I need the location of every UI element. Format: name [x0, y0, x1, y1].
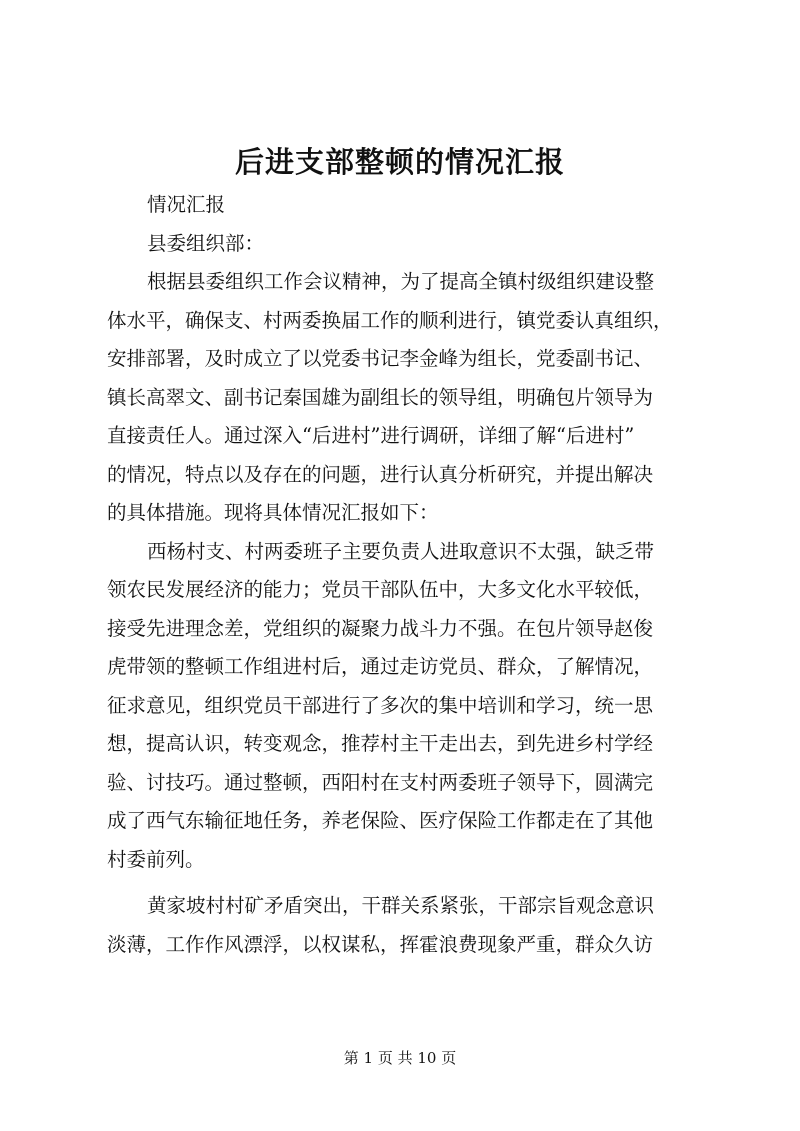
paragraph-line: 领农民发展经济的能力；党员干部队伍中，大多文化水平较低， [107, 578, 654, 601]
paragraph-line: 体水平，确保支、村两委换届工作的顺利进行，镇党委认真组织， [107, 308, 673, 332]
paragraph-line: 黄家坡村村矿矛盾突出，干群关系紧张，干部宗旨观念意识 [147, 894, 655, 917]
paragraph-gap [107, 879, 712, 887]
salutation: 县委组织部： [147, 231, 265, 255]
paragraph-line: 镇长高翠文、副书记秦国雄为副组长的领导组，明确包片领导为 [107, 385, 654, 409]
paragraph-line: 的情况，特点以及存在的问题，进行认真分析研究，并提出解决 [107, 462, 654, 486]
document-title: 后进支部整顿的情况汇报 [234, 145, 565, 179]
paragraph-line: 征求意见，组织党员干部进行了多次的集中培训和学习，统一思 [107, 693, 654, 717]
paragraph-line: 直接责任人。通过深入“后进村”进行调研，详细了解“后进村” [107, 424, 635, 447]
paragraph-line: 村委前列。 [107, 847, 205, 871]
paragraph-line: 安排部署，及时成立了以党委书记李金峰为组长，党委副书记、 [107, 347, 654, 370]
paragraph-line: 的具体措施。现将具体情况汇报如下： [107, 501, 439, 524]
document-body [107, 186, 712, 964]
paragraph-line: 接受先进理念差，党组织的凝聚力战斗力不强。在包片领导赵俊 [107, 616, 654, 640]
page-footer [0, 1048, 800, 1068]
paragraph-line: 西杨村支、村两委班子主要负责人进取意识不太强，缺乏带 [147, 539, 655, 563]
paragraph-line: 虎带领的整顿工作组进村后，通过走访党员、群众，了解情况， [107, 655, 654, 678]
paragraph-line: 成了西气东输征地任务，养老保险、医疗保险工作都走在了其他 [107, 809, 654, 832]
page-number: 第 1 页 共 10 页 [343, 1049, 457, 1067]
paragraph-heading: 情况汇报 [147, 193, 226, 216]
paragraph-line: 想，提高认识，转变观念，推荐村主干走出去，到先进乡村学经 [107, 732, 654, 755]
paragraph-line: 淡薄，工作作风漂浮，以权谋私，挥霍浪费现象严重，群众久访 [107, 932, 654, 956]
paragraph-line: 根据县委组织工作会议精神，为了提高全镇村级组织建设整 [147, 270, 655, 293]
paragraph-line: 验、讨技巧。通过整顿，西阳村在支村两委班子领导下，圆满完 [107, 770, 654, 794]
